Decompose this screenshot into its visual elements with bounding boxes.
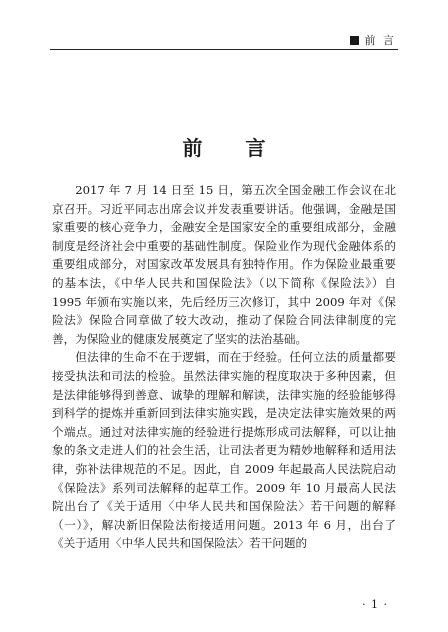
page-title: 前 言 [182, 136, 284, 160]
paragraph-2: 但法律的生命不在于逻辑，而在于经验。任何立法的质量都要接受执法和司法的检验。虽然法律实施的程度取决于多种因素，但是法律能够得到善意、诚挚的理解和解读，法律实施的经验能够得到科学的提炼并重新回到法律实施实践，是决定法律实施效果的两个端点。通过对法律实施的经验进行提炼形成司法解释，可以让抽象的条文走进人们的社会生活，让司法者更为精妙地解释和适用法律，弥补法律规范的不足。因此，自 2009 年起最高人民法院启动《保险法》系列司法解释的起草工作。2009 年 10 月最高人民法院出台了《关于适用〈中华人民共和国保险法〉若干问题的解释（一）》，解决新旧保险法衔接适用问题。2013 年 6 月，出台了《关于适用〈中华人民共和国保险法〉若干问题的 [52, 350, 396, 551]
body-text [52, 181, 396, 553]
header-rule [50, 49, 398, 50]
running-head-label: 前 言 [364, 34, 396, 47]
running-head [350, 32, 397, 48]
square-bullet-icon [350, 36, 359, 45]
page-number: · 1 · [362, 598, 388, 611]
paragraph-1: 2017 年 7 月 14 日至 15 日，第五次全国金融工作会议在北京召开。习近平同志出席会议并发表重要讲话。他强调，金融是国家重要的核心竞争力，金融安全是国家安全的重要组成部分，金融制度是经济社会中重要的基础性制度。保险业作为现代金融体系的重要组成部分，对国家改革发展具有独特作用。作为保险业最重要的基本法，《中华人民共和国保险法》（以下简称《保险法》）自 1995 年颁布实施以来，先后经历三次修订，其中 2009 年对《保险法》保险合同章做了较大改动，推动了保险合同法律制度的完善，为保险业的健康发展奠定了坚实的法治基础。 [52, 183, 396, 346]
